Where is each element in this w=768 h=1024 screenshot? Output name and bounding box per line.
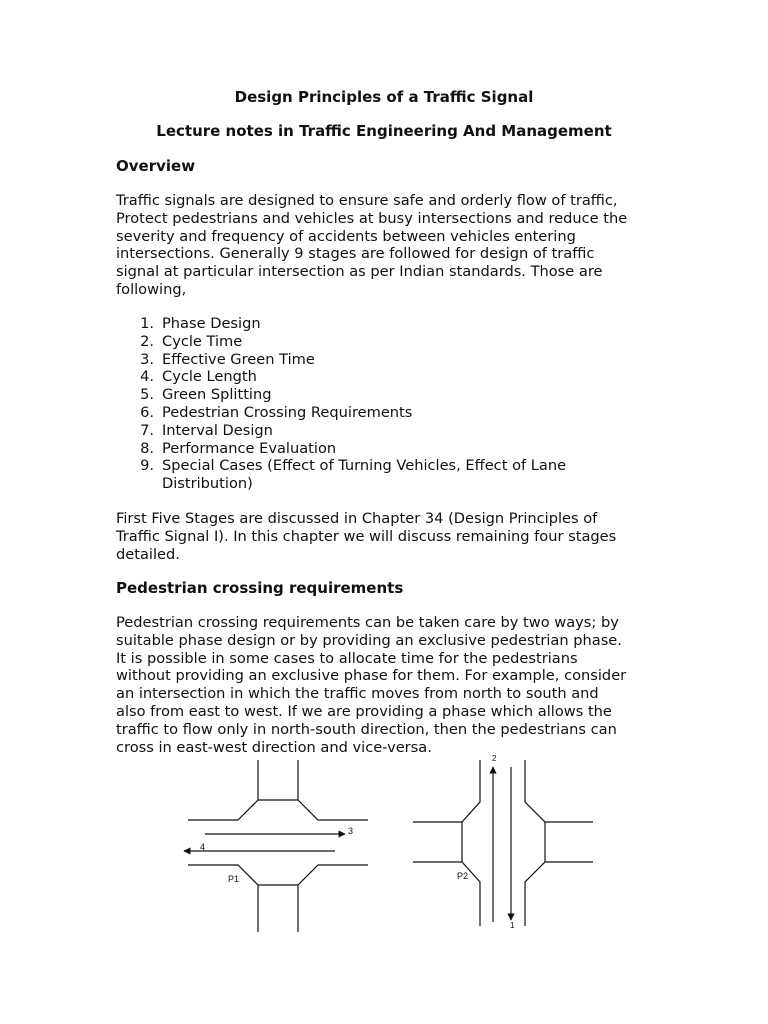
- list-number: 2.: [140, 332, 154, 350]
- overview-paragraph: [116, 192, 676, 299]
- overview-line: signal at particular intersection as per Indian standards. Those are: [116, 263, 603, 281]
- road-edge: [413, 760, 480, 822]
- road-edge: [188, 760, 258, 820]
- road-edge: [298, 865, 368, 932]
- overview-heading: Overview: [116, 157, 196, 175]
- list-text: Green Splitting: [162, 386, 272, 404]
- list-item: [130, 333, 642, 351]
- list-text: Effective Green Time: [162, 350, 315, 368]
- list-item: [130, 351, 642, 369]
- list-number: 4.: [140, 368, 154, 386]
- pedestrian-line: It is possible in some cases to allocate time for the pedestrians: [116, 649, 578, 667]
- phase2-intersection: [413, 760, 593, 926]
- phase1-label: P1: [228, 874, 240, 884]
- list-number: 3.: [140, 350, 154, 368]
- overview-line: following,: [116, 280, 187, 298]
- list-text: Pedestrian Crossing Requirements: [162, 403, 413, 421]
- chapter-line: Traffic Signal I). In this chapter we will discuss remaining four stages: [116, 527, 617, 545]
- pedestrian-line: an intersection in which the traffic moves from north to south and: [116, 685, 599, 703]
- chapter-line: detailed.: [116, 545, 180, 563]
- arrow-label-1: 1: [510, 921, 515, 930]
- list-item: [130, 315, 642, 333]
- list-item: [130, 457, 632, 493]
- list-number: 1.: [140, 315, 154, 332]
- list-item: [130, 440, 642, 458]
- road-edge: [298, 760, 368, 820]
- overview-line: Traffic signals are designed to ensure safe and orderly flow of traffic,: [116, 192, 618, 209]
- stages-list: [130, 315, 642, 493]
- chapter-line: First Five Stages are discussed in Chapter 34 (Design Principles of: [116, 510, 598, 527]
- arrow-label-3: 3: [348, 826, 354, 836]
- list-item: [130, 404, 642, 422]
- intersection-diagram: [0, 750, 768, 940]
- list-number: 8.: [140, 439, 154, 457]
- road-edge: [525, 862, 593, 926]
- overview-line: severity and frequency of accidents between vehicles entering: [116, 227, 576, 245]
- chapter-paragraph: [116, 510, 676, 563]
- phase1-intersection: [184, 760, 368, 932]
- list-item: [130, 368, 642, 386]
- list-number: 5.: [140, 386, 154, 404]
- list-text: Performance Evaluation: [162, 439, 337, 457]
- pedestrian-line: Pedestrian crossing requirements can be taken care by two ways; by: [116, 614, 619, 631]
- pedestrian-line: cross in east-west direction and vice-versa.: [116, 738, 432, 756]
- road-edge: [188, 865, 258, 932]
- list-text: Cycle Time: [162, 332, 243, 350]
- pedestrian-paragraph: [116, 614, 676, 756]
- pedestrian-line: without providing an exclusive phase for them. For example, consider: [116, 667, 627, 685]
- overview-line: Protect pedestrians and vehicles at busy intersections and reduce the: [116, 209, 628, 227]
- arrow-label-4: 4: [200, 842, 206, 852]
- list-text: Phase Design: [162, 315, 261, 332]
- road-edge: [525, 760, 593, 822]
- list-text: Special Cases (Effect of Turning Vehicles, Effect of Lane Distribution): [162, 457, 567, 493]
- overview-line: intersections. Generally 9 stages are followed for design of traffic: [116, 245, 595, 263]
- page-subtitle: Lecture notes in Traffic Engineering And Management: [156, 122, 612, 140]
- list-number: 9.: [140, 457, 154, 475]
- arrow-label-2: 2: [492, 754, 497, 763]
- list-text: Interval Design: [162, 421, 273, 439]
- page-title: Design Principles of a Traffic Signal: [234, 88, 534, 106]
- road-edge: [413, 862, 480, 926]
- list-text: Cycle Length: [162, 368, 257, 386]
- pedestrian-line: suitable phase design or by providing an exclusive pedestrian phase.: [116, 631, 622, 649]
- list-item: [130, 422, 642, 440]
- list-number: 7.: [140, 421, 154, 439]
- list-number: 6.: [140, 403, 154, 421]
- list-item: [130, 386, 642, 404]
- pedestrian-line: traffic to flow only in north-south direction, then the pedestrians can: [116, 720, 617, 738]
- phase2-label: P2: [457, 871, 469, 881]
- pedestrian-heading: Pedestrian crossing requirements: [116, 579, 404, 597]
- pedestrian-line: also from east to west. If we are providing a phase which allows the: [116, 702, 612, 720]
